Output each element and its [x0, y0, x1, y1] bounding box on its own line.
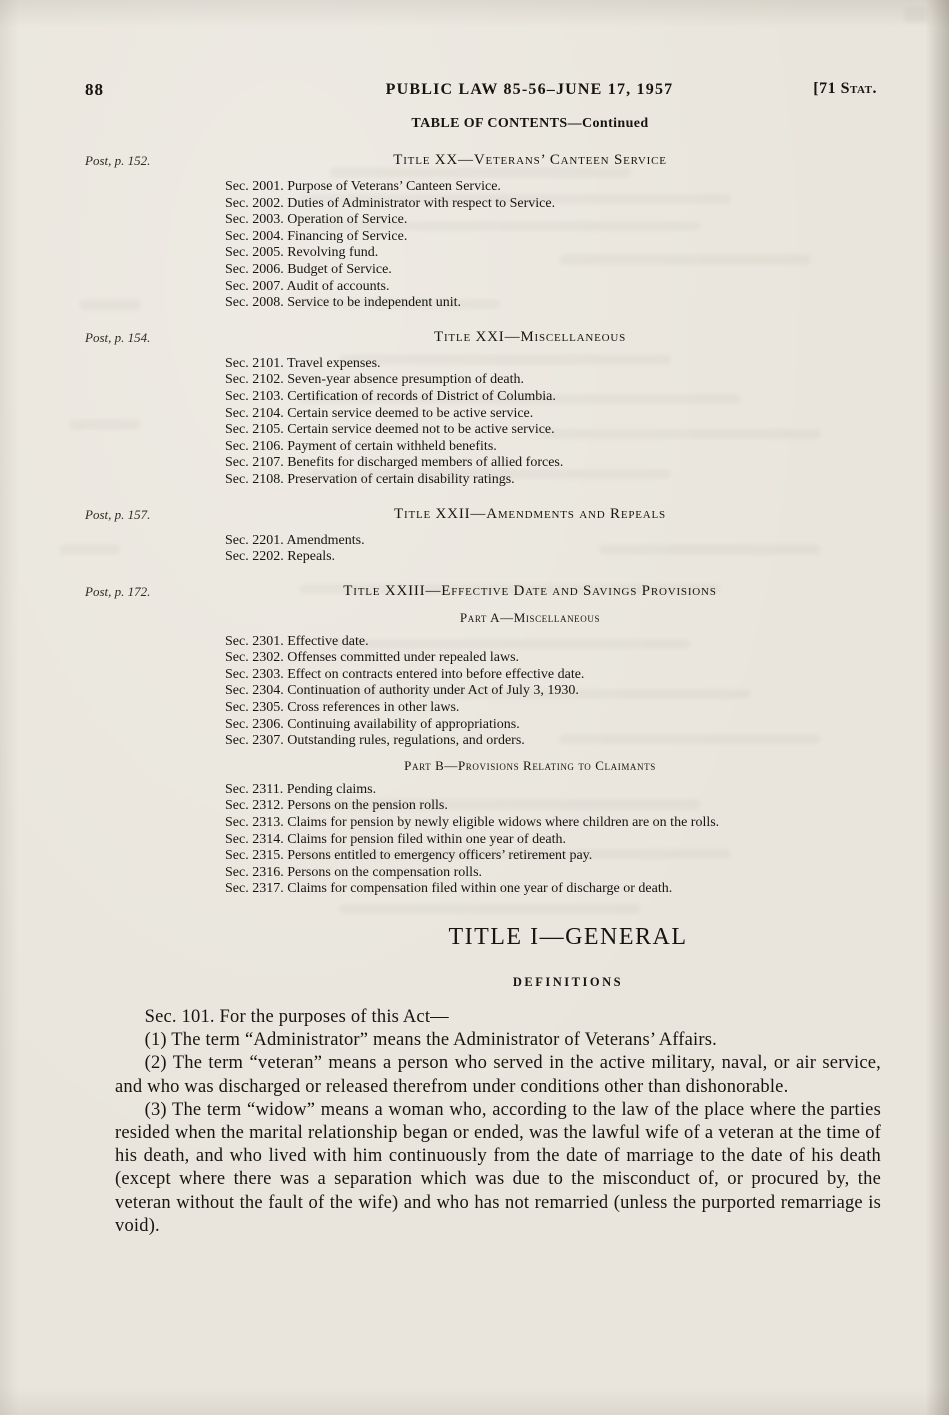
toc-entry: Sec. 2001. Purpose of Veterans’ Canteen Service.	[225, 179, 501, 194]
toc-entry: Sec. 2307. Outstanding rules, regulations, and orders.	[225, 733, 525, 749]
bleed-through-artifact	[80, 300, 140, 310]
toc-entry: Sec. 2313. Claims for pension by newly eligible widows where children are on the rolls.	[225, 815, 720, 831]
toc-title-block	[85, 328, 835, 489]
toc-entry: Sec. 2106. Payment of certain withheld benefits.	[225, 438, 497, 454]
toc-entry: Sec. 2304. Continuation of authority under Act of July 3, 1930.	[225, 683, 579, 699]
toc-entry: Sec. 2005. Revolving fund.	[225, 245, 379, 261]
body-paragraph: (2) The term “veteran” means a person who served in the active military, naval, or air service, and who was discharged or released therefrom under conditions other than dishonorable.	[115, 1053, 881, 1097]
bleed-through-artifact	[60, 545, 120, 554]
margin-note: Post, p. 157.	[85, 506, 151, 522]
toc-entry: Sec. 2104. Certain service deemed to be active service.	[225, 405, 534, 421]
toc-entry: Sec. 2314. Claims for pension filed within one year of death.	[225, 831, 566, 847]
toc-part-heading: Part B—Provisions Relating to Claimants	[404, 757, 656, 773]
toc-entry: Sec. 2306. Continuing availability of appropriations.	[225, 716, 520, 732]
toc-entry: Sec. 2107. Benefits for discharged members of allied forces.	[225, 455, 564, 471]
toc-entry: Sec. 2002. Duties of Administrator with respect to Service.	[225, 195, 556, 211]
toc-entry: Sec. 2201. Amendments.	[225, 532, 365, 548]
toc-title-block	[85, 152, 835, 312]
toc-entry: Sec. 2008. Service to be independent unit.	[225, 295, 461, 311]
toc-title-heading: Title XXI—Miscellaneous	[433, 328, 627, 345]
title-heading: TITLE I—GENERAL	[448, 924, 688, 950]
toc-entry: Sec. 2315. Persons entitled to emergency officers’ retirement pay.	[225, 848, 593, 864]
toc-title: TABLE OF CONTENTS—Continued	[411, 116, 649, 131]
bleed-through-artifact	[340, 905, 640, 913]
stat-citation: [71 Stat.	[813, 80, 877, 97]
bleed-through-artifact	[70, 420, 140, 429]
toc-entry: Sec. 2108. Preservation of certain disability ratings.	[225, 471, 515, 487]
toc-entry: Sec. 2103. Certification of records of District of Columbia.	[225, 388, 556, 404]
toc-entry: Sec. 2312. Persons on the pension rolls.	[225, 798, 448, 814]
statute-body	[115, 1006, 881, 1238]
toc-entry: Sec. 2006. Budget of Service.	[225, 261, 392, 277]
bleed-through-artifact	[905, 8, 927, 22]
toc-entry: Sec. 2102. Seven-year absence presumption of death.	[225, 372, 524, 388]
toc-entry: Sec. 2317. Claims for compensation filed within one year of discharge or death.	[225, 881, 673, 897]
page-number: 88	[85, 80, 104, 99]
table-of-contents	[85, 152, 835, 898]
definitions-heading: DEFINITIONS	[512, 975, 624, 989]
toc-title-heading: Title XX—Veterans’ Canteen Service	[393, 152, 667, 168]
body-paragraph: Sec. 101. For the purposes of this Act—	[144, 1007, 449, 1027]
margin-note: Post, p. 154.	[85, 329, 151, 345]
toc-entry: Sec. 2202. Repeals.	[225, 549, 336, 565]
toc-entry: Sec. 2302. Offenses committed under repealed laws.	[225, 650, 520, 666]
toc-title-heading: Title XXII—Amendments and Repeals	[394, 505, 666, 522]
toc-entry: Sec. 2305. Cross references in other laws.	[225, 700, 460, 716]
toc-entry: Sec. 2105. Certain service deemed not to be active service.	[225, 422, 555, 438]
toc-entry: Sec. 2101. Travel expenses.	[225, 355, 381, 371]
running-title: PUBLIC LAW 85-56–JUNE 17, 1957	[385, 81, 674, 98]
toc-part-heading: Part A—Miscellaneous	[459, 609, 601, 625]
toc-entry: Sec. 2316. Persons on the compensation rolls.	[225, 864, 483, 880]
toc-title-block	[85, 505, 835, 566]
toc-entry: Sec. 2003. Operation of Service.	[225, 212, 408, 228]
toc-title-heading: Title XXIII—Effective Date and Savings Provisions	[343, 582, 717, 599]
body-paragraph: (1) The term “Administrator” means the Administrator of Veterans’ Affairs.	[144, 1030, 717, 1051]
running-head	[0, 80, 949, 104]
toc-entry: Sec. 2303. Effect on contracts entered into before effective date.	[225, 666, 585, 682]
margin-note: Post, p. 152.	[85, 153, 151, 168]
toc-entry: Sec. 2004. Financing of Service.	[225, 228, 408, 244]
toc-entry: Sec. 2301. Effective date.	[225, 633, 369, 649]
toc-entry: Sec. 2007. Audit of accounts.	[225, 278, 390, 294]
toc-entry: Sec. 2311. Pending claims.	[225, 781, 377, 797]
body-paragraph: (3) The term “widow” means a woman who, according to the law of the place where the parties resided when the marital relationship began or ended, was the lawful wife of a veteran at the time of his death, and who lived with him continuously from the date of marriage to the date of his death (except where there was a separation which was due to the misconduct of, or procured by, the veteran without the fault of the wife) and who has not remarried (unless the purported remarriage is void).	[115, 1099, 881, 1236]
margin-note: Post, p. 172.	[85, 583, 151, 599]
toc-title-block	[85, 582, 835, 898]
